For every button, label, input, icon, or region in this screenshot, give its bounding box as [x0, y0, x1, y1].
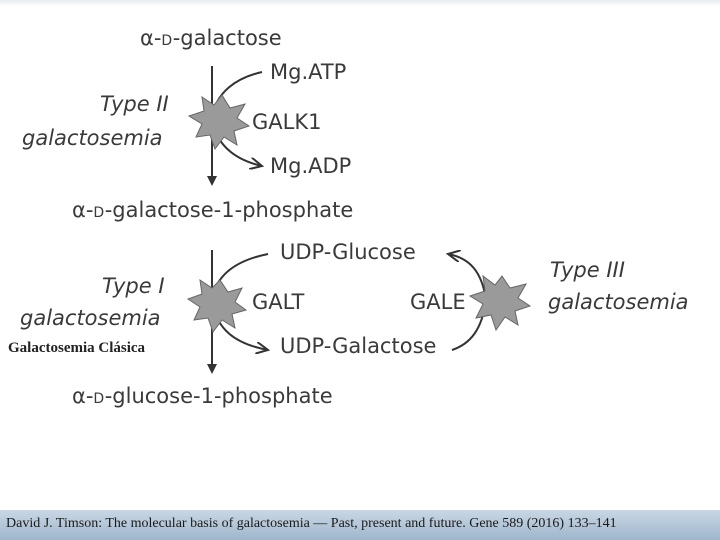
disease-type3-line2: galactosemia — [548, 290, 689, 314]
disease-type3-line1: Type III — [550, 258, 625, 282]
disease-type1-line2: galactosemia — [20, 306, 161, 330]
overlay-label-classic-galactosemia: Galactosemia Clásica — [8, 340, 146, 356]
metabolite-glucose-1-phosphate — [72, 386, 333, 407]
gale-defect-star — [470, 276, 530, 330]
enzyme-galt: GALT — [252, 290, 305, 314]
glc1p-suffix: -glucose-1-phosphate — [104, 384, 333, 408]
enzyme-galk1: GALK1 — [252, 110, 322, 134]
galk1-defect-star — [189, 95, 249, 149]
galt-defect-star — [188, 280, 246, 332]
g1p-prefix: α- — [72, 198, 94, 222]
metabolite-mgatp: Mg.ATP — [270, 60, 347, 84]
metabolite-mgadp: Mg.ADP — [270, 154, 352, 178]
galactose-prefix: α- — [140, 26, 162, 50]
g1p-d-label: D — [93, 205, 105, 221]
enzyme-gale: GALE — [410, 290, 466, 314]
galactose-d-label: D — [161, 33, 173, 49]
metabolite-udp-galactose: UDP-Galactose — [280, 334, 437, 358]
galactose-suffix: -galactose — [172, 26, 282, 50]
metabolite-galactose — [140, 28, 282, 49]
citation-text: David J. Timson: The molecular basis of galactosemia — Past, present and future. Gene 589 (2016) 133–141 — [6, 516, 617, 531]
disease-type2-line1: Type II — [100, 92, 169, 116]
disease-type1-line1: Type I — [102, 274, 165, 298]
metabolite-udp-glucose: UDP-Glucose — [280, 240, 416, 264]
glc1p-prefix: α- — [72, 384, 94, 408]
glc1p-d-label: D — [93, 391, 105, 407]
g1p-suffix: -galactose-1-phosphate — [104, 198, 354, 222]
disease-type2-line2: galactosemia — [22, 126, 163, 150]
metabolite-galactose-1-phosphate — [72, 200, 353, 221]
